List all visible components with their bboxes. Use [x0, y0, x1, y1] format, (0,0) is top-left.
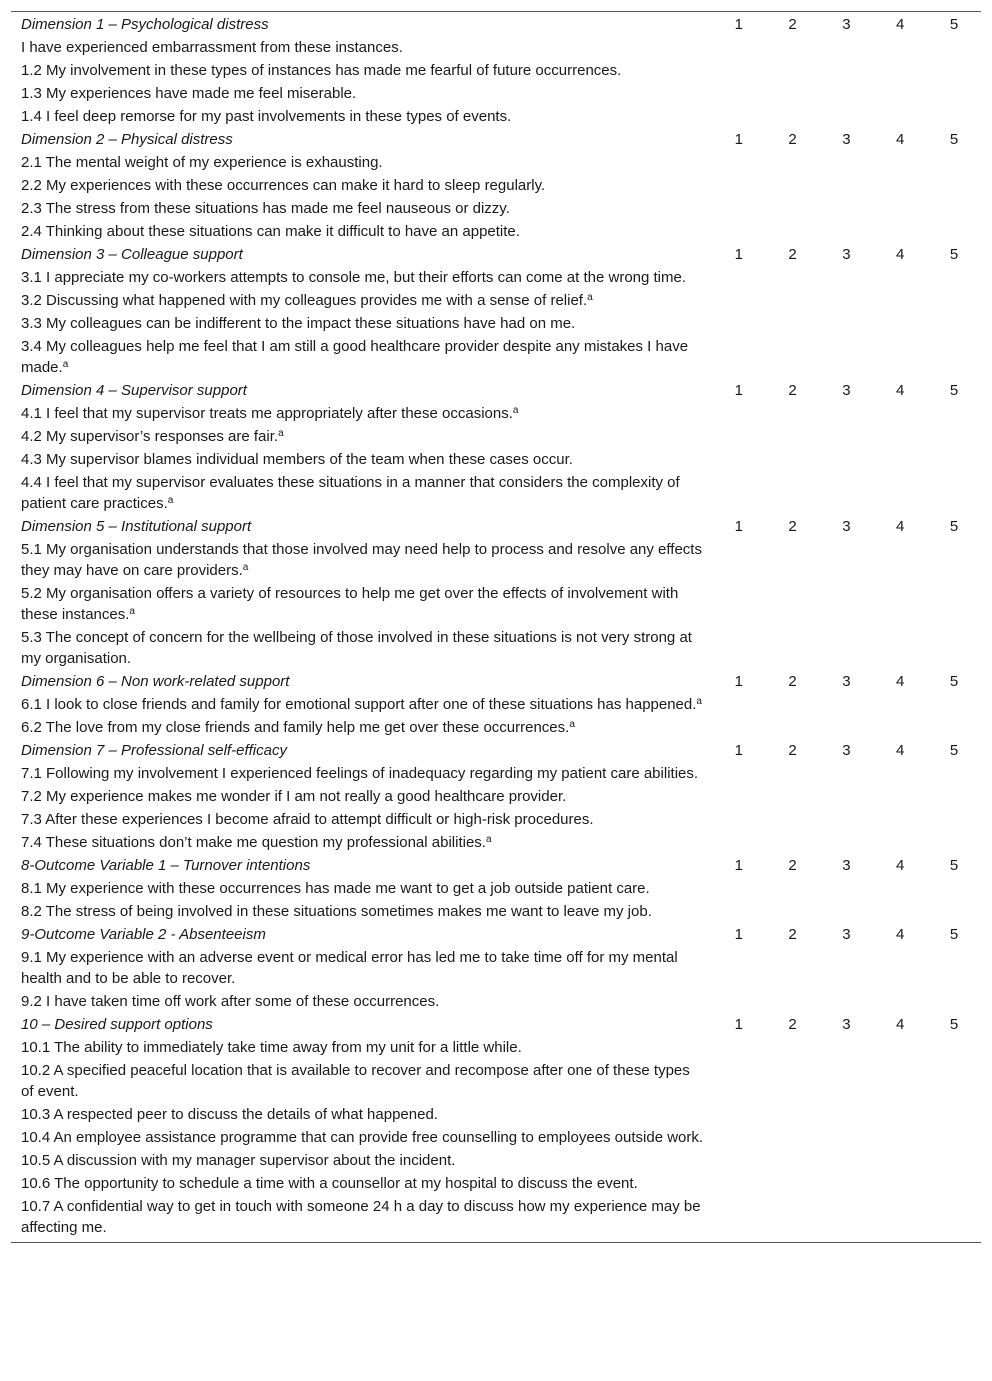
item-text: 10.2 A specified peaceful location that is available to recover and recompose after one of these types of event.	[21, 1062, 690, 1100]
scale-value-4: 4	[896, 926, 905, 943]
item-cell	[11, 990, 712, 1013]
item-row	[11, 425, 981, 448]
scale-value-5: 5	[949, 518, 959, 535]
item-text: 5.3 The concept of concern for the wellbeing of those involved in these situations is not very strong at my organisation.	[21, 629, 692, 667]
item-cell	[11, 36, 712, 59]
item-text: 6.2 The love from my close friends and family help me get over these occurrences.	[21, 719, 570, 736]
scale-value-5: 5	[949, 1016, 959, 1033]
item-cell	[11, 82, 712, 105]
scale-spacer	[712, 831, 981, 854]
item-cell	[11, 1036, 712, 1059]
scale-spacer	[712, 289, 981, 312]
footnote-marker: a	[696, 696, 702, 707]
footnote-marker: a	[512, 405, 519, 416]
scale-spacer	[712, 762, 981, 785]
scale-spacer	[712, 785, 981, 808]
scale-value-3: 3	[842, 131, 851, 148]
item-row	[11, 900, 981, 923]
item-row	[11, 785, 981, 808]
item-row	[11, 174, 981, 197]
scale-spacer	[712, 312, 981, 335]
item-cell	[11, 105, 712, 128]
survey-table-body	[11, 13, 981, 1239]
item-row	[11, 990, 981, 1013]
item-cell	[11, 1149, 712, 1172]
scale-spacer	[712, 151, 981, 174]
scale-spacer	[712, 1172, 981, 1195]
item-text: 5.1 My organisation understands that those involved may need help to process and resolve any effects they may have on care providers.	[21, 541, 702, 579]
item-cell	[11, 582, 712, 626]
scale-value-4: 4	[896, 518, 905, 535]
scale-spacer	[712, 626, 981, 670]
item-text: 10.6 The opportunity to schedule a time with a counsellor at my hospital to discuss the event.	[21, 1175, 638, 1192]
item-text: 9.2 I have taken time off work after some of these occurrences.	[21, 993, 440, 1010]
item-row	[11, 831, 981, 854]
dimension-title: Dimension 6 – Non work-related support	[21, 673, 290, 690]
scale-value-1: 1	[734, 742, 743, 759]
scale-value-2: 2	[788, 673, 797, 690]
footnote-marker: a	[569, 719, 575, 730]
item-row	[11, 82, 981, 105]
item-cell	[11, 626, 712, 670]
item-row	[11, 762, 981, 785]
scale-spacer	[712, 425, 981, 448]
item-row	[11, 1172, 981, 1195]
scale-value-3: 3	[842, 382, 851, 399]
scale-spacer	[712, 59, 981, 82]
scale-spacer	[712, 448, 981, 471]
scale-spacer	[712, 1149, 981, 1172]
item-cell	[11, 831, 712, 854]
dimension-title: 10 – Desired support options	[21, 1016, 213, 1033]
scale-value-5: 5	[949, 131, 959, 148]
item-cell	[11, 716, 712, 739]
scale-value-5: 5	[949, 742, 959, 759]
scale-spacer	[712, 1103, 981, 1126]
item-text: 2.1 The mental weight of my experience is exhausting.	[21, 154, 383, 171]
item-text: 7.3 After these experiences I become afraid to attempt difficult or high-risk procedures.	[21, 811, 594, 828]
item-text: 7.2 My experience makes me wonder if I am not really a good healthcare provider.	[21, 788, 567, 805]
dimension-row	[11, 128, 981, 151]
item-text: 10.4 An employee assistance programme that can provide free counselling to employees outside work.	[21, 1129, 704, 1146]
scale-value-1: 1	[734, 1016, 743, 1033]
scale-spacer	[712, 36, 981, 59]
item-row	[11, 877, 981, 900]
item-text: 3.3 My colleagues can be indifferent to the impact these situations have had on me.	[21, 315, 576, 332]
item-cell	[11, 538, 712, 582]
item-row	[11, 582, 981, 626]
scale-spacer	[712, 900, 981, 923]
scale-spacer	[712, 402, 981, 425]
dimension-title: Dimension 4 – Supervisor support	[21, 382, 247, 399]
item-row	[11, 693, 981, 716]
item-text: 5.2 My organisation offers a variety of resources to help me get over the effects of involvement with these instances.	[21, 585, 679, 623]
item-text: 10.5 A discussion with my manager supervisor about the incident.	[21, 1152, 456, 1169]
item-row	[11, 1195, 981, 1239]
scale-value-2: 2	[788, 16, 797, 33]
dimension-row	[11, 854, 981, 877]
scale-value-2: 2	[788, 131, 797, 148]
item-text: 8.1 My experience with these occurrences has made me want to get a job outside patient care.	[21, 880, 650, 897]
scale-spacer	[712, 266, 981, 289]
scale-value-4: 4	[896, 742, 905, 759]
scale-value-2: 2	[788, 1016, 797, 1033]
scale-spacer	[712, 1036, 981, 1059]
item-row	[11, 1036, 981, 1059]
scale-spacer	[712, 1126, 981, 1149]
item-text: I have experienced embarrassment from these instances.	[21, 39, 403, 56]
item-row	[11, 402, 981, 425]
item-cell	[11, 946, 712, 990]
scale-value-5: 5	[949, 16, 959, 33]
scale-spacer	[712, 808, 981, 831]
item-row	[11, 1059, 981, 1103]
item-row	[11, 312, 981, 335]
item-row	[11, 626, 981, 670]
item-text: 1.2 My involvement in these types of instances has made me fearful of future occurrences.	[21, 62, 622, 79]
scale-spacer	[712, 174, 981, 197]
scale-spacer	[712, 693, 981, 716]
item-row	[11, 197, 981, 220]
item-text: 2.2 My experiences with these occurrences can make it hard to sleep regularly.	[21, 177, 546, 194]
item-text: 4.3 My supervisor blames individual members of the team when these cases occur.	[21, 451, 573, 468]
item-text: 10.7 A confidential way to get in touch with someone 24 h a day to discuss how my experience may be affecting me.	[21, 1198, 701, 1236]
item-row	[11, 808, 981, 831]
dimension-row	[11, 739, 981, 762]
footnote-marker: a	[167, 495, 174, 506]
item-cell	[11, 402, 712, 425]
dimension-row	[11, 1013, 981, 1036]
scale-value-2: 2	[788, 382, 797, 399]
scale-value-4: 4	[896, 131, 905, 148]
item-cell	[11, 59, 712, 82]
footnote-marker: a	[242, 562, 249, 573]
scale-value-2: 2	[788, 518, 797, 535]
scale-value-2: 2	[788, 742, 797, 759]
item-text: 1.4 I feel deep remorse for my past involvements in these types of events.	[21, 108, 512, 125]
scale-spacer	[712, 197, 981, 220]
scale-value-1: 1	[734, 131, 743, 148]
item-row	[11, 289, 981, 312]
item-row	[11, 335, 981, 379]
scale-value-4: 4	[896, 16, 905, 33]
dimension-row	[11, 379, 981, 402]
item-cell	[11, 1126, 712, 1149]
scale-value-4: 4	[896, 857, 905, 874]
scale-value-2: 2	[788, 926, 797, 943]
scale-spacer	[712, 105, 981, 128]
scale-value-1: 1	[734, 16, 743, 33]
item-text: 4.4 I feel that my supervisor evaluates these situations in a manner that considers the complexity of patient care practices.	[21, 474, 680, 512]
scale-spacer	[712, 877, 981, 900]
item-row	[11, 59, 981, 82]
item-text: 10.3 A respected peer to discuss the details of what happened.	[21, 1106, 438, 1123]
footnote-marker: a	[278, 428, 284, 439]
scale-value-4: 4	[896, 246, 905, 263]
item-cell	[11, 1172, 712, 1195]
scale-spacer	[712, 990, 981, 1013]
item-text: 8.2 The stress of being involved in these situations sometimes makes me want to leave my job.	[21, 903, 652, 920]
item-cell	[11, 448, 712, 471]
item-row	[11, 946, 981, 990]
scale-value-1: 1	[734, 926, 743, 943]
item-text: 10.1 The ability to immediately take time away from my unit for a little while.	[21, 1039, 522, 1056]
dimension-row	[11, 923, 981, 946]
item-text: 6.1 I look to close friends and family for emotional support after one of these situations has happened.	[21, 696, 697, 713]
item-cell	[11, 312, 712, 335]
item-row	[11, 1149, 981, 1172]
item-cell	[11, 174, 712, 197]
item-cell	[11, 1059, 712, 1103]
item-row	[11, 1103, 981, 1126]
scale-value-3: 3	[842, 857, 851, 874]
scale-spacer	[712, 220, 981, 243]
item-text: 2.4 Thinking about these situations can make it difficult to have an appetite.	[21, 223, 520, 240]
item-cell	[11, 808, 712, 831]
scale-spacer	[712, 1059, 981, 1103]
footnote-marker: a	[62, 359, 69, 370]
item-cell	[11, 762, 712, 785]
scale-value-4: 4	[896, 382, 905, 399]
scale-value-4: 4	[896, 1016, 905, 1033]
item-row	[11, 471, 981, 515]
survey-table	[11, 13, 981, 1239]
item-text: 3.4 My colleagues help me feel that I am still a good healthcare provider despite any mistakes I have made.	[21, 338, 689, 376]
item-text: 1.3 My experiences have made me feel miserable.	[21, 85, 357, 102]
footnote-marker: a	[587, 292, 593, 303]
item-cell	[11, 693, 712, 716]
dimension-title: Dimension 5 – Institutional support	[21, 518, 252, 535]
dimension-row	[11, 13, 981, 36]
scale-value-3: 3	[842, 742, 851, 759]
item-cell	[11, 425, 712, 448]
scale-spacer	[712, 582, 981, 626]
item-cell	[11, 197, 712, 220]
scale-value-1: 1	[734, 673, 743, 690]
scale-spacer	[712, 471, 981, 515]
item-cell	[11, 151, 712, 174]
footnote-marker: a	[485, 834, 492, 845]
scale-value-1: 1	[734, 518, 743, 535]
scale-value-5: 5	[949, 382, 959, 399]
item-row	[11, 1126, 981, 1149]
item-cell	[11, 471, 712, 515]
scale-value-3: 3	[842, 1016, 851, 1033]
scale-value-5: 5	[949, 246, 959, 263]
item-cell	[11, 877, 712, 900]
item-text: 3.2 Discussing what happened with my colleagues provides me with a sense of relief.	[21, 292, 588, 309]
item-row	[11, 36, 981, 59]
scale-value-3: 3	[842, 673, 851, 690]
item-text: 3.1 I appreciate my co-workers attempts to console me, but their efforts can come at the wrong time.	[21, 269, 687, 286]
dimension-title: Dimension 1 – Psychological distress	[21, 16, 269, 33]
scale-value-2: 2	[788, 857, 797, 874]
footnote-marker: a	[129, 606, 135, 617]
scale-value-5: 5	[949, 926, 959, 943]
dimension-title: 8-Outcome Variable 1 – Turnover intentions	[21, 857, 311, 874]
item-cell	[11, 289, 712, 312]
scale-value-3: 3	[842, 926, 851, 943]
item-cell	[11, 785, 712, 808]
item-row	[11, 716, 981, 739]
dimension-title: Dimension 7 – Professional self-efficacy	[21, 742, 287, 759]
scale-spacer	[712, 538, 981, 582]
scale-spacer	[712, 335, 981, 379]
dimension-title: 9-Outcome Variable 2 - Absenteeism	[21, 926, 266, 943]
dimension-row	[11, 515, 981, 538]
item-row	[11, 220, 981, 243]
dimension-row	[11, 243, 981, 266]
item-text: 2.3 The stress from these situations has made me feel nauseous or dizzy.	[21, 200, 510, 217]
dimension-row	[11, 670, 981, 693]
scale-value-2: 2	[788, 246, 797, 263]
item-cell	[11, 900, 712, 923]
scale-spacer	[712, 716, 981, 739]
scale-value-1: 1	[734, 246, 743, 263]
item-row	[11, 538, 981, 582]
scale-spacer	[712, 1195, 981, 1239]
item-text: 4.2 My supervisor’s responses are fair.	[21, 428, 279, 445]
item-row	[11, 105, 981, 128]
item-text: 4.1 I feel that my supervisor treats me appropriately after these occasions.	[21, 405, 513, 422]
dimension-title: Dimension 2 – Physical distress	[21, 131, 233, 148]
item-cell	[11, 1195, 712, 1239]
item-cell	[11, 266, 712, 289]
scale-value-3: 3	[842, 518, 851, 535]
item-cell	[11, 335, 712, 379]
item-text: 7.4 These situations don’t make me question my professional abilities.	[21, 834, 486, 851]
item-text: 7.1 Following my involvement I experienced feelings of inadequacy regarding my patient care abilities.	[21, 765, 699, 782]
item-cell	[11, 220, 712, 243]
survey-table-frame	[11, 11, 981, 1243]
item-row	[11, 151, 981, 174]
scale-value-1: 1	[734, 857, 743, 874]
scale-value-5: 5	[949, 673, 959, 690]
item-cell	[11, 1103, 712, 1126]
dimension-title: Dimension 3 – Colleague support	[21, 246, 243, 263]
scale-spacer	[712, 82, 981, 105]
scale-value-4: 4	[896, 673, 905, 690]
scale-value-3: 3	[842, 16, 851, 33]
scale-value-1: 1	[734, 382, 743, 399]
scale-value-3: 3	[842, 246, 851, 263]
item-text: 9.1 My experience with an adverse event or medical error has led me to take time off for my mental health and to be able to recover.	[21, 949, 678, 987]
scale-value-5: 5	[949, 857, 959, 874]
item-row	[11, 448, 981, 471]
scale-spacer	[712, 946, 981, 990]
item-row	[11, 266, 981, 289]
